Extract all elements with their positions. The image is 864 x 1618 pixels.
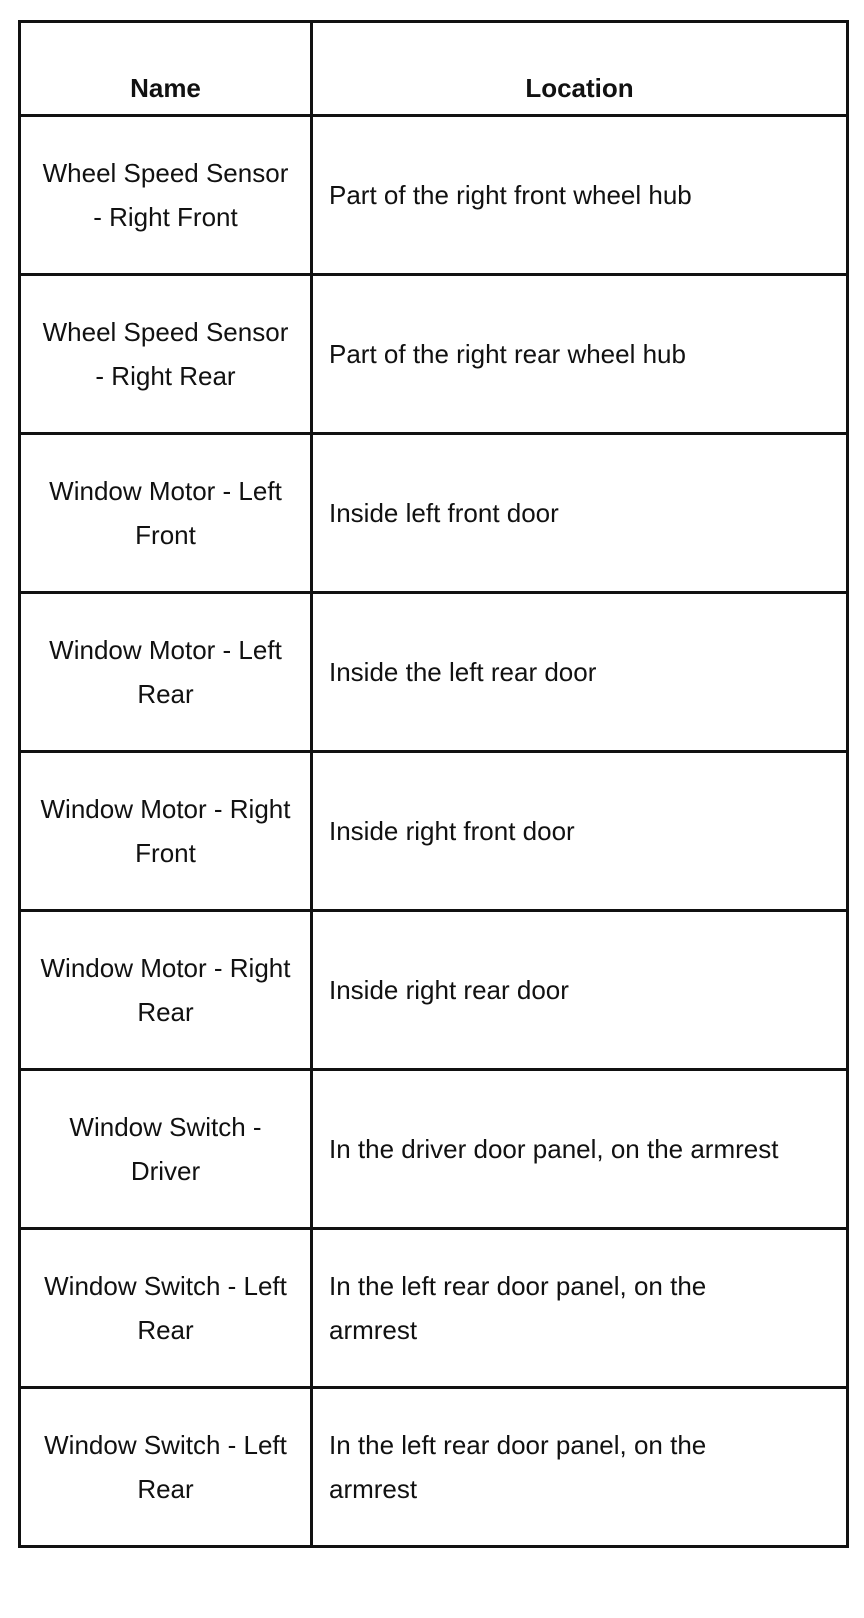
location-column-header: Location bbox=[312, 22, 848, 116]
component-location-cell: Inside right rear door bbox=[312, 911, 848, 1070]
component-name-cell: Wheel Speed Sensor - Right Rear bbox=[20, 275, 312, 434]
component-location-cell: Inside right front door bbox=[312, 752, 848, 911]
table-row bbox=[20, 1388, 848, 1547]
table-row bbox=[20, 911, 848, 1070]
table-row bbox=[20, 116, 848, 275]
component-location-cell: In the left rear door panel, on the armrest bbox=[312, 1388, 848, 1547]
component-name-cell: Window Motor - Right Front bbox=[20, 752, 312, 911]
table-row bbox=[20, 752, 848, 911]
component-location-cell: Part of the right rear wheel hub bbox=[312, 275, 848, 434]
component-location-cell: Inside the left rear door bbox=[312, 593, 848, 752]
component-name-cell: Wheel Speed Sensor - Right Front bbox=[20, 116, 312, 275]
component-location-table bbox=[18, 20, 849, 1548]
component-name-cell: Window Motor - Left Front bbox=[20, 434, 312, 593]
component-name-cell: Window Switch - Driver bbox=[20, 1070, 312, 1229]
name-column-header: Name bbox=[20, 22, 312, 116]
table-row bbox=[20, 434, 848, 593]
component-location-cell: In the driver door panel, on the armrest bbox=[312, 1070, 848, 1229]
component-name-cell: Window Motor - Right Rear bbox=[20, 911, 312, 1070]
table-row bbox=[20, 1070, 848, 1229]
component-name-cell: Window Switch - Left Rear bbox=[20, 1229, 312, 1388]
component-name-cell: Window Motor - Left Rear bbox=[20, 593, 312, 752]
component-location-cell: In the left rear door panel, on the armrest bbox=[312, 1229, 848, 1388]
table-row bbox=[20, 1229, 848, 1388]
component-location-cell: Part of the right front wheel hub bbox=[312, 116, 848, 275]
table-header-row bbox=[20, 22, 848, 116]
component-name-cell: Window Switch - Left Rear bbox=[20, 1388, 312, 1547]
table-row bbox=[20, 275, 848, 434]
component-location-cell: Inside left front door bbox=[312, 434, 848, 593]
table-row bbox=[20, 593, 848, 752]
